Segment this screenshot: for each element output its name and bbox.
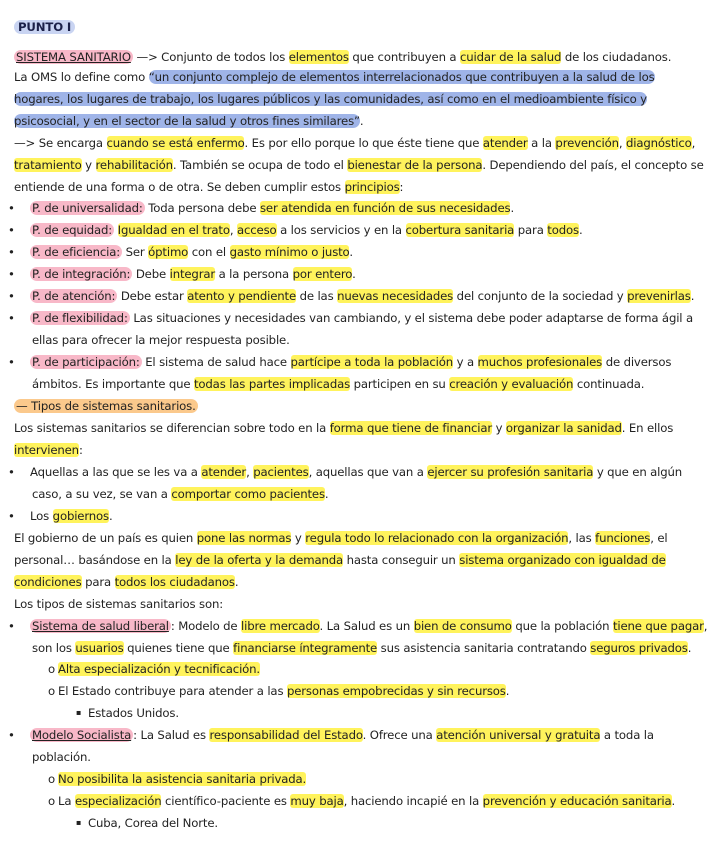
text-segment: y: [492, 421, 506, 435]
text-segment: .: [687, 641, 692, 655]
text-segment: ellas para ofrecer la mejor respuesta posible.: [32, 333, 290, 347]
text-line: [30, 309, 693, 327]
highlighted-text: regula todo lo relacionado con la organización: [305, 531, 569, 545]
text-line: [14, 573, 238, 591]
bullet-marker: ▪: [76, 818, 82, 827]
text-segment: .: [505, 684, 510, 698]
highlighted-text: P. de integración:: [32, 267, 131, 281]
highlighted-text: todos los ciudadanos: [114, 575, 235, 589]
highlighted-text: usuarios: [75, 641, 124, 655]
text-segment: a los servicios y en la: [276, 223, 406, 237]
bullet-marker: •: [8, 509, 15, 523]
bullet-marker: •: [8, 311, 15, 325]
bullet-marker: o: [48, 662, 56, 676]
text-segment: científico-paciente es: [161, 794, 291, 808]
text-line: [14, 595, 223, 613]
bullet-marker: •: [8, 289, 15, 303]
highlighted-text: responsabilidad del Estado: [209, 728, 363, 742]
text-line: [32, 639, 691, 657]
text-segment: . En ellos: [621, 421, 674, 435]
highlighted-text: muy baja: [290, 794, 344, 808]
highlighted-text: cuidar de la salud: [460, 50, 562, 64]
text-segment: El gobierno de un país es quien: [14, 531, 197, 545]
highlighted-text: Alta especialización y tecnificación.: [58, 662, 260, 676]
text-line: [30, 287, 694, 305]
highlighted-text: prevenirlas: [627, 289, 691, 303]
text-segment: hasta conseguir un: [343, 553, 460, 567]
highlighted-text: pacientes: [253, 465, 309, 479]
bullet-marker: •: [8, 267, 15, 281]
text-segment: . Dependiendo del país, el concepto se: [482, 158, 704, 172]
text-segment: La: [58, 794, 75, 808]
text-line: [14, 134, 695, 152]
highlighted-text: tiene que pagar: [612, 619, 704, 633]
highlighted-text: creación y evaluación: [449, 377, 574, 391]
bullet-marker: •: [8, 223, 15, 237]
highlighted-text: Sistema de salud liberal: [32, 619, 169, 633]
text-segment: , aquellas que van a: [308, 465, 428, 479]
text-line: [30, 221, 583, 239]
highlighted-text: todos: [547, 223, 579, 237]
text-segment: .: [349, 245, 353, 259]
text-line: [58, 682, 509, 700]
highlighted-text: hogares, los lugares de trabajo, los lugares públicos y las comunidades, así como en el medioambiente físico y: [14, 92, 647, 106]
text-line: [88, 704, 179, 722]
highlighted-text: P. de atención:: [32, 289, 116, 303]
highlighted-text: funciones: [595, 531, 651, 545]
text-line: [32, 485, 328, 503]
highlighted-text: — Tipos de sistemas sanitarios.: [16, 399, 196, 413]
highlighted-text: psicosocial, y en el sector de la salud y otros fines similares”: [14, 114, 360, 128]
highlighted-text: óptimo: [148, 245, 189, 259]
text-segment: para: [514, 223, 548, 237]
text-segment: y: [81, 158, 96, 172]
text-segment: y: [291, 531, 306, 545]
text-line: [14, 90, 647, 108]
text-segment: .: [234, 575, 239, 589]
text-segment: personal… basándose en la: [14, 553, 176, 567]
highlighted-text: seguros privados: [590, 641, 688, 655]
highlighted-text: P. de eficiencia:: [32, 245, 121, 259]
text-segment: .: [671, 794, 676, 808]
highlighted-text: ser atendida en función de sus necesidades: [259, 201, 511, 215]
text-segment: Los: [30, 509, 53, 523]
text-line: [88, 814, 218, 832]
highlighted-text: intervienen: [14, 443, 79, 457]
text-line: [14, 397, 198, 415]
highlighted-text: diagnóstico: [625, 136, 692, 150]
highlighted-text: P. de participación:: [32, 355, 140, 369]
text-segment: a toda la: [600, 728, 654, 742]
text-segment: : La Salud es: [133, 728, 210, 742]
text-line: [14, 48, 671, 66]
highlighted-text: Igualdad en el trato: [117, 223, 230, 237]
text-segment: y a: [453, 355, 478, 369]
text-segment: Estados Unidos.: [88, 706, 179, 720]
text-segment: población.: [32, 750, 91, 764]
page-title: PUNTO I: [14, 18, 75, 36]
text-segment: son los: [32, 641, 76, 655]
highlighted-text: organizar la sanidad: [505, 421, 622, 435]
text-segment: entiende de una forma o de otra. Se deben cumplir estos: [14, 180, 345, 194]
text-segment: para: [81, 575, 115, 589]
bullet-marker: o: [48, 772, 56, 786]
text-segment: de diversos: [602, 355, 672, 369]
highlighted-text: forma que tiene de financiar: [329, 421, 493, 435]
highlighted-text: muchos profesionales: [477, 355, 603, 369]
text-segment: participen en su: [350, 377, 450, 391]
text-segment: sus asistencia sanitaria contratando: [377, 641, 591, 655]
text-segment: Ser: [122, 245, 149, 259]
text-segment: a la: [527, 136, 556, 150]
text-segment: continuada.: [573, 377, 645, 391]
text-segment: caso, a su vez, se van a: [32, 487, 172, 501]
highlighted-text: atender: [482, 136, 528, 150]
highlighted-text: principios: [344, 180, 400, 194]
text-segment: Las situaciones y necesidades van cambiando, y el sistema debe poder adaptarse de forma ágil a: [129, 311, 693, 325]
text-segment: —> Se encarga: [14, 136, 107, 150]
highlighted-text: elementos: [288, 50, 349, 64]
highlighted-text: gobiernos: [52, 509, 109, 523]
highlighted-text: especialización: [74, 794, 162, 808]
text-line: [14, 156, 704, 174]
text-segment: :: [78, 443, 83, 457]
text-line: [58, 660, 260, 678]
text-segment: Toda persona debe: [144, 201, 260, 215]
highlighted-text: cobertura sanitaria: [405, 223, 515, 237]
highlighted-text: integrar: [169, 267, 216, 281]
text-line: [58, 770, 306, 788]
text-segment: de las: [296, 289, 338, 303]
highlighted-text: financiarse íntegramente: [233, 641, 378, 655]
text-line: [14, 112, 364, 130]
text-line: [30, 507, 113, 525]
bullet-marker: •: [8, 355, 15, 369]
text-segment: Aquellas a las que se les va a: [30, 465, 202, 479]
text-segment: del conjunto de la sociedad y: [453, 289, 628, 303]
bullet-marker: o: [48, 684, 56, 698]
text-segment: con el: [188, 245, 230, 259]
text-line: [30, 199, 514, 217]
text-segment: a la persona: [215, 267, 293, 281]
text-line: [32, 748, 91, 766]
highlighted-text: condiciones: [14, 575, 82, 589]
text-segment: Los sistemas sanitarios se diferencian sobre todo en la: [14, 421, 330, 435]
text-segment: El sistema de salud hace: [141, 355, 291, 369]
highlighted-text: ejercer su profesión sanitaria: [427, 465, 594, 479]
text-segment: y que en algún: [593, 465, 683, 479]
text-line: [14, 68, 655, 86]
text-line: [14, 551, 666, 569]
highlighted-text: nuevas necesidades: [337, 289, 454, 303]
text-segment: Debe: [132, 267, 170, 281]
text-segment: Los tipos de sistemas sanitarios son:: [14, 597, 224, 611]
text-line: [32, 331, 290, 349]
highlighted-text: comportar como pacientes: [171, 487, 325, 501]
text-segment: , las: [568, 531, 596, 545]
text-segment: ,: [246, 465, 254, 479]
highlighted-text: prevención: [555, 136, 619, 150]
highlighted-text: bien de consumo: [413, 619, 512, 633]
text-line: [30, 243, 353, 261]
highlighted-text: atender: [201, 465, 247, 479]
bullet-marker: •: [8, 245, 15, 259]
text-segment: :: [399, 180, 404, 194]
highlighted-text: por entero: [292, 267, 353, 281]
highlighted-text: atención universal y gratuita: [436, 728, 601, 742]
highlighted-text: gasto mínimo o justo: [229, 245, 350, 259]
text-line: [32, 375, 644, 393]
text-segment: . Es por ello porque lo que éste tiene que: [244, 136, 483, 150]
text-line: [30, 353, 671, 371]
highlighted-text: SISTEMA SANITARIO: [16, 50, 131, 64]
highlighted-text: libre mercado: [241, 619, 320, 633]
text-line: [30, 265, 356, 283]
highlighted-text: No posibilita la asistencia sanitaria privada.: [58, 772, 307, 786]
bullet-marker: •: [8, 619, 15, 633]
highlighted-text: bienestar de la persona: [347, 158, 483, 172]
text-segment: que contribuyen a: [348, 50, 460, 64]
highlighted-text: “un conjunto complejo de elementos interrelacionados que contribuyen a la salud de los: [148, 70, 655, 84]
highlighted-text: pone las normas: [196, 531, 292, 545]
highlighted-text: P. de universalidad:: [32, 201, 143, 215]
text-segment: Cuba, Corea del Norte.: [88, 816, 218, 830]
text-segment: .: [510, 201, 515, 215]
text-segment: .: [109, 509, 113, 523]
text-segment: La OMS lo define como: [14, 70, 149, 84]
text-segment: .: [690, 289, 695, 303]
text-segment: El Estado contribuye para atender a las: [58, 684, 287, 698]
text-segment: de los ciudadanos.: [561, 50, 672, 64]
highlighted-text: acceso: [236, 223, 277, 237]
bullet-marker: •: [8, 465, 15, 479]
text-segment: .: [578, 223, 583, 237]
bullet-marker: •: [8, 728, 15, 742]
text-segment: ,: [229, 223, 237, 237]
text-segment: , haciendo incapié en la: [343, 794, 483, 808]
highlighted-text: ley de la oferta y la demanda: [175, 553, 344, 567]
highlighted-text: atento y pendiente: [187, 289, 297, 303]
text-line: [30, 617, 707, 635]
highlighted-text: rehabilitación: [95, 158, 173, 172]
text-segment: quienes tiene que: [123, 641, 234, 655]
text-line: [14, 178, 403, 196]
text-segment: ,: [618, 136, 626, 150]
text-line: [30, 726, 654, 744]
highlighted-text: P. de equidad:: [32, 223, 113, 237]
highlighted-text: todas las partes implicadas: [193, 377, 351, 391]
bullet-marker: o: [48, 794, 56, 808]
text-segment: Debe estar: [117, 289, 188, 303]
text-segment: ámbitos. Es importante que: [32, 377, 194, 391]
text-line: [30, 463, 682, 481]
highlighted-text: prevención y educación sanitaria: [482, 794, 672, 808]
bullet-marker: ▪: [76, 708, 82, 717]
bullet-marker: •: [8, 201, 15, 215]
text-segment: .: [359, 114, 364, 128]
highlighted-text: Modelo Socialista: [32, 728, 132, 742]
highlighted-text: personas empobrecidas y sin recursos: [286, 684, 506, 698]
text-segment: ,: [691, 136, 696, 150]
text-line: [14, 419, 673, 437]
highlighted-text: tratamiento: [14, 158, 82, 172]
highlighted-text: sistema organizado con igualdad de: [459, 553, 666, 567]
text-segment: —> Conjunto de todos los: [132, 50, 289, 64]
highlighted-text: partícipe a toda la población: [290, 355, 454, 369]
text-segment: .: [324, 487, 329, 501]
text-segment: . También se ocupa de todo el: [172, 158, 348, 172]
text-segment: : Modelo de: [170, 619, 242, 633]
text-segment: , el: [650, 531, 668, 545]
text-segment: . La Salud es un: [319, 619, 414, 633]
text-line: [58, 792, 675, 810]
text-line: [14, 529, 667, 547]
text-segment: .: [352, 267, 356, 281]
highlighted-text: cuando se está enfermo: [106, 136, 245, 150]
highlighted-text: P. de flexibilidad:: [32, 311, 128, 325]
text-segment: que la población: [511, 619, 613, 633]
text-segment: . Ofrece una: [362, 728, 437, 742]
text-line: [14, 441, 83, 459]
